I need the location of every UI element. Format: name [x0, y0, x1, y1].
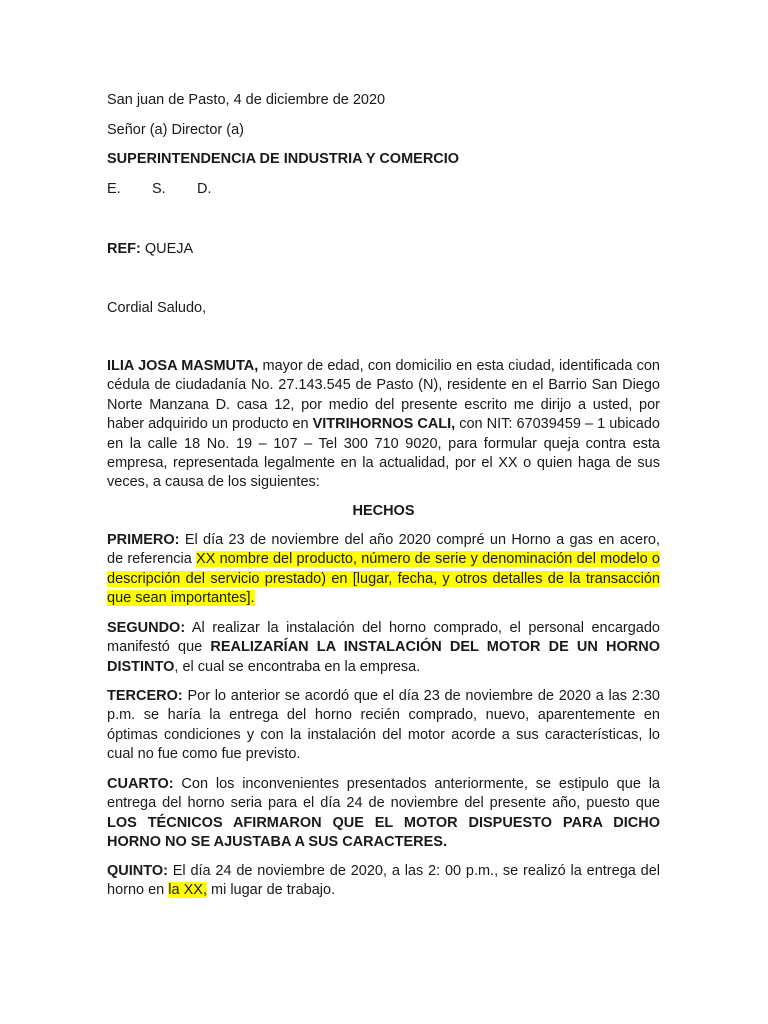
esd-line [107, 179, 212, 199]
fact-text: Con los inconvenientes presentados anteriormente, se estipulo que la entrega del horno seria para el día 24 de noviembre del presente año, puesto que [107, 776, 660, 812]
section-title: HECHOS [352, 503, 415, 519]
intro-text-2: con NIT: 67039459 – 1 ubicado en la calle 18 No. 19 – 107 – Tel 300 710 9020, para formular queja contra esta empresa, representada legalmente en la actualidad, por el XX o quien haga de sus veces, a causa de los siguientes: [107, 416, 660, 491]
complainant-name: ILIA JOSA MASMUTA, [107, 358, 259, 374]
fact-label: PRIMERO: [107, 532, 180, 548]
reference-line [107, 239, 193, 259]
fact-quinto [107, 862, 660, 901]
esd-s: S. [152, 181, 166, 197]
fact-cuarto [107, 775, 660, 853]
fact-emphasis: REALIZARÍAN LA INSTALACIÓN DEL MOTOR DE UN HORNO DISTINTO [107, 639, 660, 675]
intro-text-1: mayor de edad, con domicilio en esta ciudad, identificada con cédula de ciudadanía No. 27.143.545 de Pasto (N), residente en el Barrio San Diego Norte Manzana D. casa 12, por medio del presente escrito me dirijo a usted, por haber adquirido un producto en [107, 358, 660, 433]
highlighted-placeholder: la XX, [168, 882, 207, 899]
fact-text: El día 23 de noviembre del año 2020 compré un Horno a gas en acero, de referencia [107, 532, 660, 568]
fact-text: Al realizar la instalación del horno comprado, el personal encargado manifestó que [107, 620, 660, 656]
intro-paragraph [107, 357, 660, 493]
fact-tercero [107, 687, 660, 765]
fact-text: El día 24 de noviembre de 2020, a las 2: 00 p.m., se realizó la entrega del horno en [107, 863, 660, 899]
fact-label: QUINTO: [107, 863, 168, 879]
place-date: San juan de Pasto, 4 de diciembre de 2020 [107, 92, 386, 108]
highlighted-placeholder: XX nombre del producto, número de serie y denominación del modelo o descripción del servicio prestado) en [lugar, fecha, y otros detalles de la transacción que sean importantes]. [107, 551, 660, 607]
fact-label: SEGUNDO: [107, 620, 186, 636]
recipient-title: Señor (a) Director (a) [107, 122, 244, 138]
fact-segundo [107, 619, 660, 677]
fact-emphasis: LOS TÉCNICOS AFIRMARON QUE EL MOTOR DISPUESTO PARA DICHO HORNO NO SE AJUSTABA A SUS CARACTERES. [107, 814, 660, 851]
esd-d: D. [197, 181, 212, 197]
fact-label: CUARTO: [107, 776, 174, 792]
ref-label: REF: [107, 241, 141, 257]
fact-label: TERCERO: [107, 688, 183, 704]
fact-text-end: , el cual se encontraba en la empresa. [174, 658, 421, 675]
fact-primero [107, 531, 660, 609]
institution-name: SUPERINTENDENCIA DE INDUSTRIA Y COMERCIO [107, 151, 460, 167]
fact-text-end: mi lugar de trabajo. [206, 882, 336, 899]
fact-text: Por lo anterior se acordó que el día 23 de noviembre de 2020 a las 2:30 p.m. se haría la entrega del horno recién comprado, nuevo, aparentemente en óptimas condiciones y con la instalación del motor acorde a sus características, lo cual no fue como fue previsto. [107, 688, 660, 763]
greeting: Cordial Saludo, [107, 300, 207, 316]
company-name: VITRIHORNOS CALI, [312, 416, 456, 433]
esd-e: E. [107, 181, 121, 197]
ref-value: QUEJA [144, 241, 194, 257]
